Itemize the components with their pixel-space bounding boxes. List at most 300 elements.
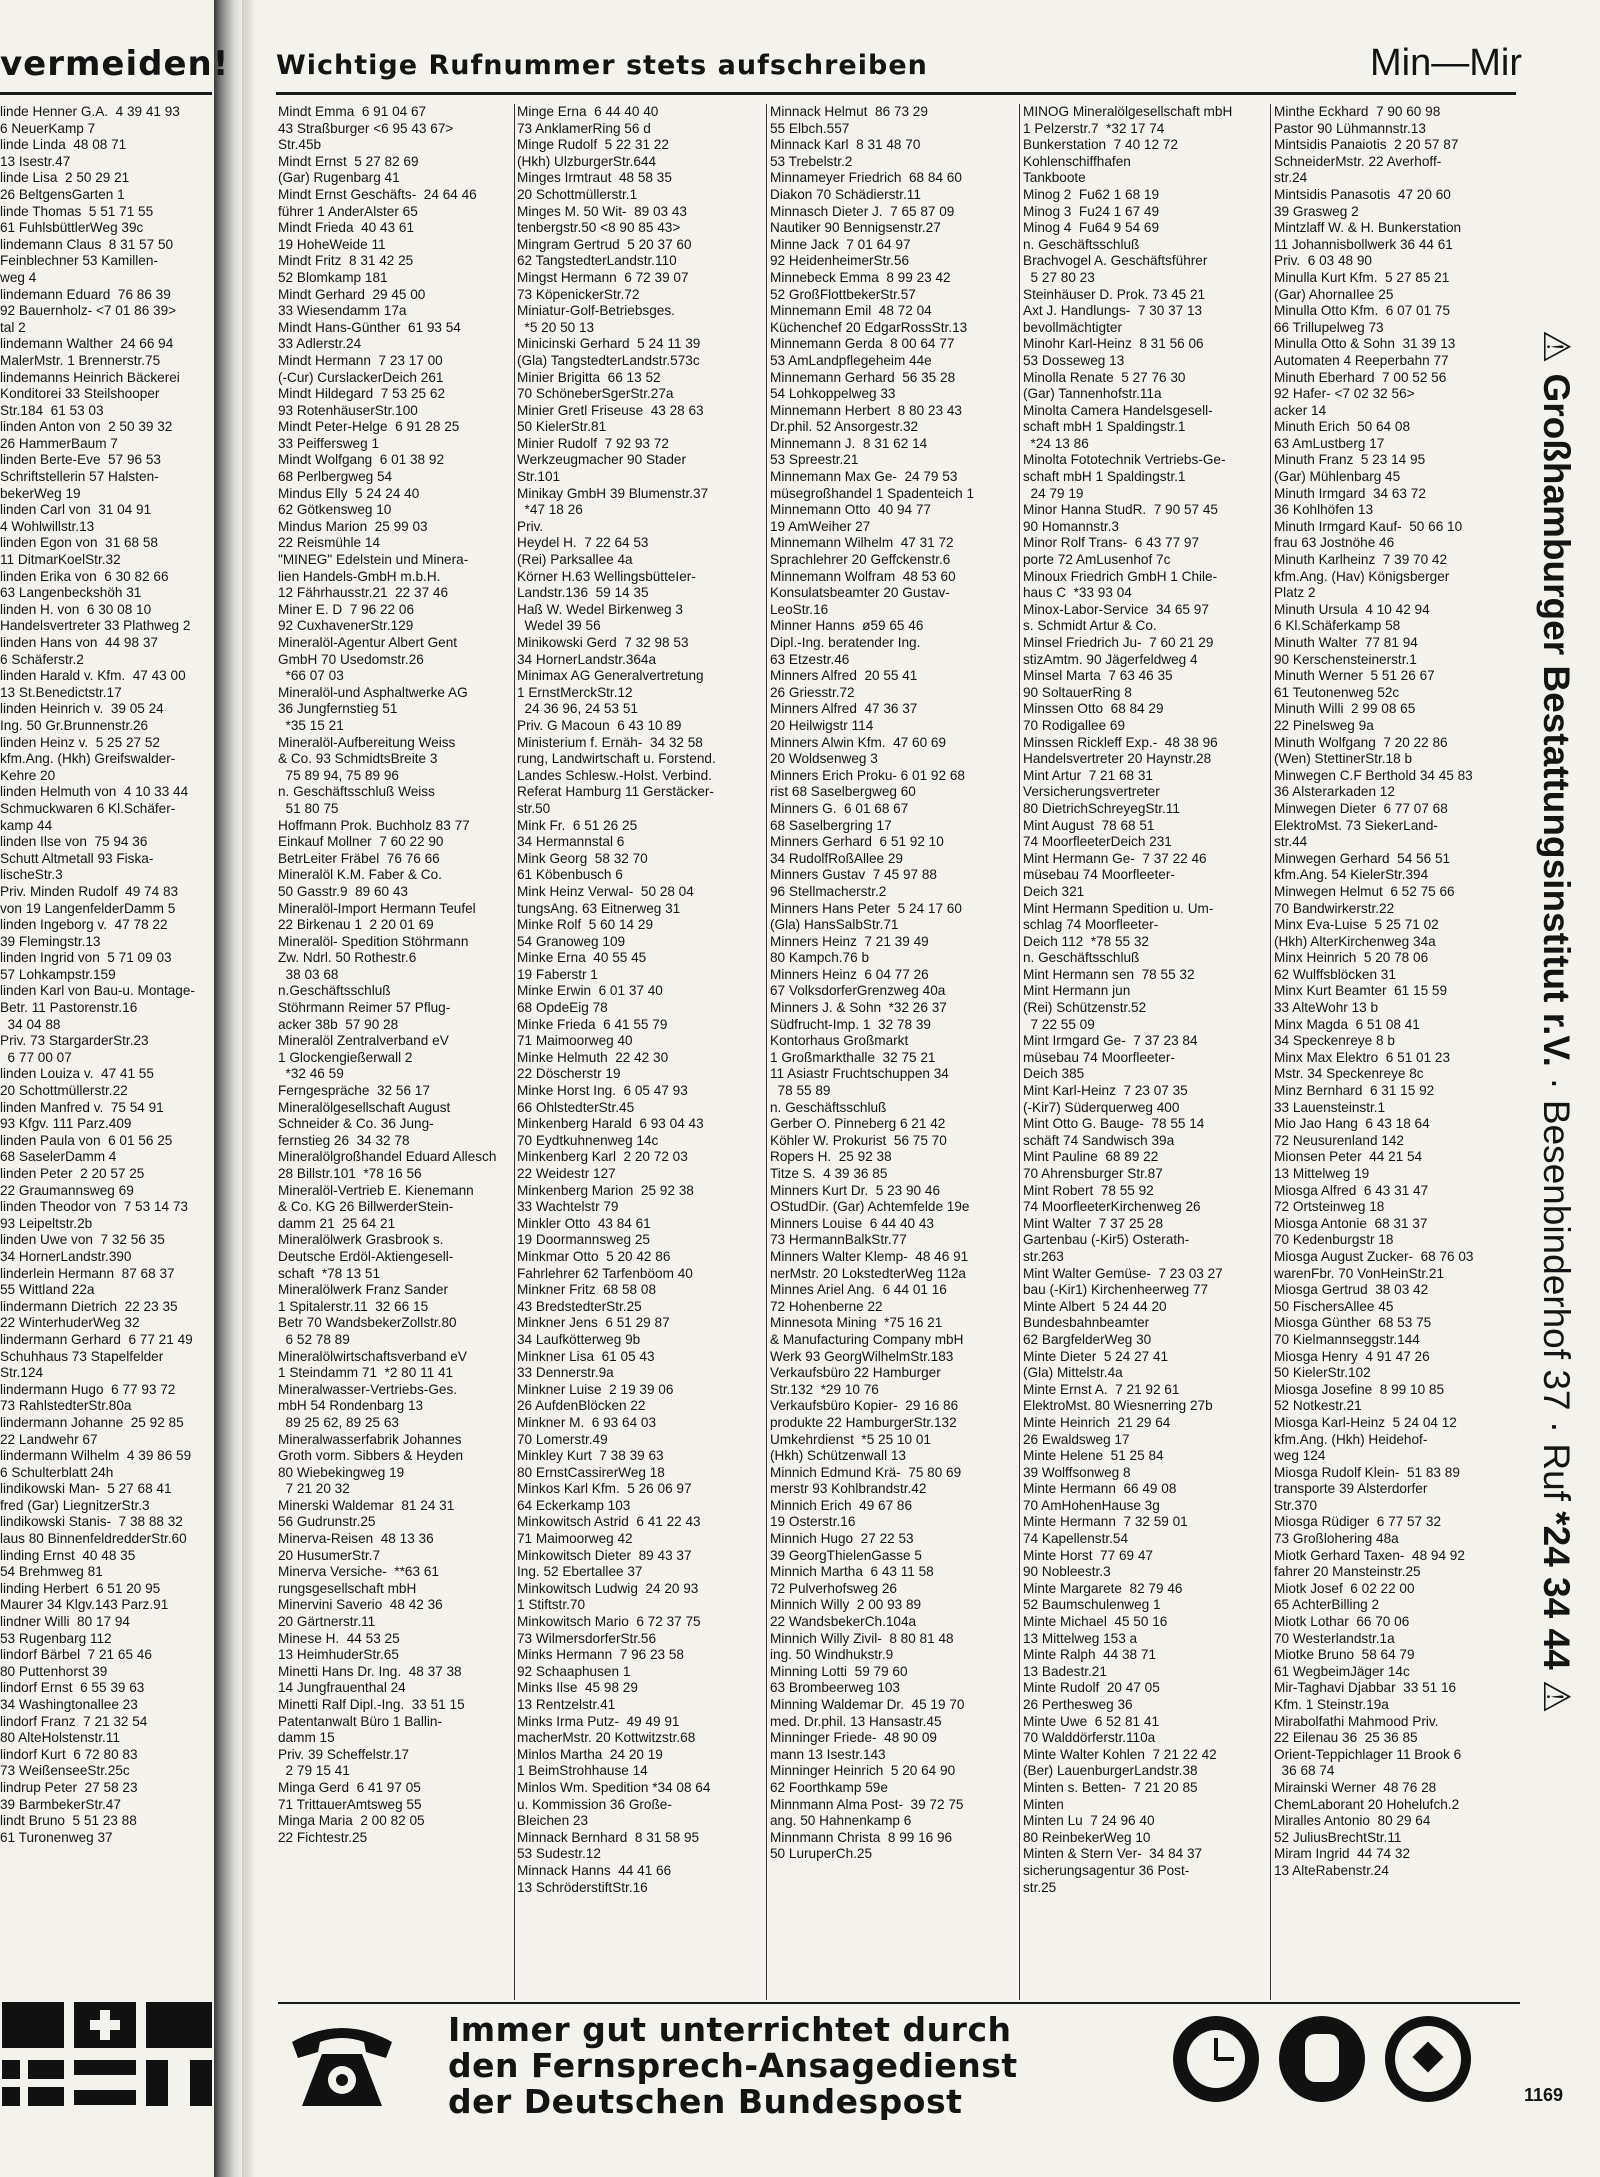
listing-line: Südfrucht-Imp. 1 32 78 39 (770, 1016, 931, 1032)
listing-line: 61 Turonenweg 37 (0, 1829, 113, 1845)
listing-line: (Gla) TangstedterLandstr.573c (517, 352, 700, 368)
listing-line: Priv. (517, 518, 544, 534)
listing-line: linden Heinrich v. 39 05 24 (0, 701, 164, 717)
listing-line: Maurer 34 Klgv.143 Parz.91 (0, 1597, 169, 1613)
listing-line: Minkos Karl Kfm. 5 26 06 97 (517, 1481, 692, 1497)
listing-line: 78 55 89 (770, 1083, 831, 1099)
listing-line: OStudDir. (Gar) Achtemfelde 19e (770, 1199, 970, 1215)
listing-line: Minx Kurt Beamter 61 15 59 (1274, 983, 1448, 999)
listing-line: lindikowski Man- 5 27 68 41 (0, 1481, 172, 1497)
listing-line: transporte 39 Alsterdorfer (1274, 1481, 1428, 1497)
listing-line: produkte 22 HamburgerStr.132 (770, 1414, 957, 1430)
listing-line: Minte Horst 77 69 47 (1023, 1547, 1153, 1563)
listing-line: linden Louiza v. 47 41 55 (0, 1066, 154, 1082)
listing-line: 73 RahlstedterStr.80a (0, 1398, 132, 1414)
listing-line: (Hkh) UlzburgerStr.644 (517, 153, 657, 169)
listing-line: 34 RudolfRoßAllee 29 (770, 850, 903, 866)
column-divider (766, 104, 767, 2000)
listing-line: Miralles Antonio 80 29 64 (1274, 1813, 1431, 1829)
listing-line: Priv. 39 Scheffelstr.17 (278, 1746, 409, 1762)
listing-line: Mingram Gertrud 5 20 37 60 (517, 236, 692, 252)
listing-line: 1 Glockengießerwall 2 (278, 1049, 413, 1065)
listing-line: haus C *33 93 04 (1023, 585, 1132, 601)
listing-line: Einkauf Mollner 7 60 22 90 (278, 834, 444, 850)
listing-line: Minnemann Gerhard 56 35 28 (770, 369, 956, 385)
listing-line: Minuth Walter 77 81 94 (1274, 635, 1418, 650)
listing-line: linden Manfred v. 75 54 91 (0, 1099, 164, 1115)
listing-line: Mineralöl-Agentur Albert Gent (278, 635, 458, 650)
listing-line: Minor Hanna StudR. 7 90 57 45 (1023, 502, 1218, 518)
listing-line: Ing. 52 Ebertallee 37 (517, 1564, 643, 1580)
listing-line: Automaten 4 Reeperbahn 77 (1274, 352, 1449, 368)
listing-line: (Gar) Mühlenbarg 45 (1274, 469, 1401, 485)
listing-line: Miosga Günther 68 53 75 (1274, 1315, 1432, 1331)
listing-line: Mio Jao Hang 6 43 18 64 (1274, 1116, 1430, 1132)
listing-line: warenFbr. 70 VonHeinStr.21 (1274, 1265, 1445, 1281)
listing-line: (Gar) Rugenbarg 41 (278, 170, 400, 186)
listing-line: 53 AmLandpflegeheim 44e (770, 352, 932, 368)
listing-line: 62 Götkensweg 10 (278, 502, 392, 518)
listing-line: 63 Etzestr.46 (770, 651, 850, 667)
listing-line: Minnich Willy Zivil- 8 80 81 48 (770, 1630, 954, 1646)
listing-line: Minulla Otto & Sohn 31 39 13 (1274, 336, 1456, 352)
listing-line: Mink Georg 58 32 70 (517, 850, 648, 866)
listing-line: Minners G. 6 01 68 67 (770, 800, 909, 816)
listing-line: 6 52 78 89 (278, 1331, 350, 1347)
listing-line: Miosga Rüdiger 6 77 57 32 (1274, 1514, 1442, 1530)
listing-line: 55 Elbch.557 (770, 120, 850, 136)
listing-line: mann 13 Isestr.143 (770, 1746, 886, 1762)
listing-line: 13 Mittelweg 19 (1274, 1166, 1370, 1181)
listing-line: Versicherungsvertreter (1023, 784, 1160, 800)
listing-line: Miosga Josefine 8 99 10 85 (1274, 1381, 1445, 1397)
listing-line: Mirabolfathi Mahmood Priv. (1274, 1713, 1439, 1729)
listing-line: Minikowski Gerd 7 32 98 53 (517, 635, 689, 650)
listing-line: (-Kir7) Süderquerweg 400 (1023, 1099, 1180, 1115)
listing-line: Mintzlaff W. & H. Bunkerstation (1274, 220, 1462, 236)
listing-line: 22 WinterhuderWeg 32 (0, 1315, 140, 1331)
listing-line: Minuth Karlheinz 7 39 70 42 (1274, 552, 1448, 568)
listing-line: 33 Wiesendamm 17a (278, 303, 407, 319)
listing-line: 19 HoheWeide 11 (278, 236, 386, 252)
listing-line: 39 Grasweg 2 (1274, 203, 1359, 219)
listing-line: Zw. Ndrl. 50 Rothestr.6 (278, 950, 417, 966)
listing-line: Minkner Lisa 61 05 43 (517, 1348, 655, 1364)
listing-line: 52 Baumschulenweg 1 (1023, 1597, 1161, 1613)
listing-line: 20 Schottmüllerstr.22 (0, 1083, 128, 1099)
listing-line: Minuth Willi 2 99 08 65 (1274, 701, 1416, 717)
listing-line: rung, Landwirtschaft u. Forstend. (517, 751, 716, 767)
listing-line: 68 Perlbergweg 54 (278, 469, 393, 485)
listing-line: lindorf Franz 7 21 32 54 (0, 1713, 148, 1729)
listing-line: kfm.Ang. (Hkh) Greifswalder- (0, 751, 176, 767)
listing-line: schäft 74 Sandwisch 39a (1023, 1132, 1175, 1148)
listing-line: 62 Wulffsblöcken 31 (1274, 966, 1396, 982)
column-divider (514, 104, 515, 2000)
listing-line: Minx Eva-Luise 5 25 71 02 (1274, 917, 1439, 933)
book-gutter (214, 0, 242, 2177)
listing-line: 36 Jungfernstieg 51 (278, 701, 398, 717)
listing-line: lindermann Wilhelm 4 39 86 59 (0, 1448, 192, 1464)
listing-line: Schuhhaus 73 Stapelfelder (0, 1348, 164, 1364)
listing-line: 34 HornerLandstr.390 (0, 1248, 132, 1264)
listing-line: MINOG Mineralölgesellschaft mbH (1023, 104, 1233, 119)
listing-line: n.Geschäftsschluß (278, 983, 391, 999)
listing-line: Minnasch Dieter J. 7 65 87 09 (770, 203, 955, 219)
listing-line: 43 Straßburger <6 95 43 67> (278, 120, 454, 136)
listing-line: lindermann Hugo 6 77 93 72 (0, 1381, 176, 1397)
listing-line: Minx Max Elektro 6 51 01 23 (1274, 1049, 1451, 1065)
listing-line: Deutsche Erdöl-Aktiengesell- (278, 1248, 454, 1264)
listing-line: 6 Kl.Schäferkamp 58 (1274, 618, 1401, 634)
listing-line: (Rei) Schützenstr.52 (1023, 1000, 1147, 1016)
listing-line: Minnich Martha 6 43 11 58 (770, 1564, 934, 1580)
listing-line: Mingst Hermann 6 72 39 07 (517, 269, 689, 285)
listing-line: 70 Kielmannseggstr.144 (1274, 1331, 1420, 1347)
listing-line: Bleichen 23 (517, 1813, 589, 1829)
listing-line: 22 Eilenau 36 25 36 85 (1274, 1730, 1418, 1746)
listing-line: 1 Stiftstr.70 (517, 1597, 586, 1613)
listing-line: 61 FuhlsbüttlerWeg 39c (0, 220, 144, 236)
listing-line: linden Berte-Eve 57 96 53 (0, 452, 161, 468)
listing-line: Mineralöl K.M. Faber & Co. (278, 867, 442, 883)
side-advertisement (1528, 330, 1588, 1730)
listing-line: bekerWeg 19 (0, 485, 81, 501)
listing-line: führer 1 AnderAlster 65 (278, 203, 418, 219)
column-0 (0, 104, 212, 1846)
listing-line: Mink Heinz Verwal- 50 28 04 (517, 883, 694, 899)
listing-line: Minners Kurt Dr. 5 23 90 46 (770, 1182, 941, 1198)
flag-icon (146, 2002, 212, 2048)
listing-line: Mindt Ernst Geschäfts- 24 64 46 (278, 186, 477, 202)
listing-line: frau 63 Jostnöhe 46 (1274, 535, 1395, 551)
listing-line: Minks Irma Putz- 49 49 91 (517, 1713, 680, 1729)
listing-line: 54 Brehmweg 81 (0, 1564, 103, 1580)
listing-line: Minolla Renate 5 27 76 30 (1023, 369, 1186, 385)
listing-line: Referat Hamburg 11 Gerstäcker- (517, 784, 714, 800)
listing-line: Mindt Hildegard 7 53 25 62 (278, 386, 446, 402)
listing-line: *35 15 21 (278, 717, 344, 733)
listing-line: Miotke Bruno 58 64 79 (1274, 1647, 1415, 1663)
listing-line: (Gla) HansSalbStr.71 (770, 917, 899, 933)
listing-line: 1 ErnstMerckStr.12 (517, 684, 633, 700)
listing-line: Handelsvertreter 20 Haynstr.28 (1023, 751, 1212, 767)
listing-line: Minnich Hugo 27 22 53 (770, 1531, 914, 1547)
listing-line: Minnemann Emil 48 72 04 (770, 303, 932, 319)
listing-line: Gartenbau (-Kir5) Osterath- (1023, 1232, 1190, 1248)
listing-line: lien Handels-GmbH m.b.H. (278, 568, 441, 584)
listing-line: 11 DitmarKoelStr.32 (0, 552, 121, 568)
listing-line: 61 Köbenbusch 6 (517, 867, 623, 883)
listing-line: Minlos Martha 24 20 19 (517, 1746, 663, 1762)
listing-line: 4 Wohlwillstr.13 (0, 518, 95, 534)
listing-line: 73 Großlohering 48a (1274, 1531, 1399, 1547)
listing-line: 72 Pulverhofsweg 26 (770, 1580, 897, 1596)
listing-line: Ropers H. 25 92 38 (770, 1149, 892, 1165)
listing-line: Minte Ralph 44 38 71 (1023, 1647, 1157, 1663)
listing-line: Mindt Wolfgang 6 01 38 92 (278, 452, 445, 468)
listing-line: Küchenchef 20 EdgarRossStr.13 (770, 319, 968, 335)
listing-line: 6 Schulterblatt 24h (0, 1464, 114, 1480)
listing-line: Mint Walter Gemüse- 7 23 03 27 (1023, 1265, 1223, 1281)
clock-icon (1173, 2016, 1259, 2102)
listing-line: 89 25 62, 89 25 63 (278, 1414, 399, 1430)
listing-line: Minner Hanns ø59 65 46 (770, 618, 924, 634)
listing-line: 13 HeimhuderStr.65 (278, 1647, 399, 1663)
column-divider (1019, 104, 1020, 2000)
listing-line: Minimax AG Generalvertretung (517, 668, 704, 684)
listing-line: Heydel H. 7 22 64 53 (517, 535, 649, 551)
listing-line: linden Egon von 31 68 58 (0, 535, 158, 551)
listing-line: 68 Saselbergring 17 (770, 817, 892, 833)
listing-line: weg 4 (0, 269, 37, 285)
listing-line: 19 Osterstr.16 (770, 1514, 856, 1530)
listing-line: 7 21 20 32 (278, 1481, 350, 1497)
listing-line: Ing. 50 Gr.Brunnenstr.26 (0, 717, 149, 733)
listing-line: (Ber) LauenburgerLandstr.38 (1023, 1763, 1198, 1779)
listing-line: 22 Weidestr 127 (517, 1166, 616, 1181)
football-icon (1385, 2016, 1471, 2102)
listing-line: Minnemann Herbert 8 80 23 43 (770, 402, 962, 418)
listing-line: Str.132 *29 10 76 (770, 1381, 879, 1397)
listing-line: 55 Wittland 22a (0, 1282, 95, 1298)
listing-line: 22 WandsbekerCh.104a (770, 1614, 917, 1630)
listing-line: Landstr.136 59 14 35 (517, 585, 649, 601)
listing-line: Minz Bernhard 6 31 15 92 (1274, 1083, 1435, 1099)
listing-line: *5 20 50 13 (517, 319, 595, 335)
listing-line: Mineralölwirtschaftsverband eV (278, 1348, 467, 1364)
listing-line: 73 AnklamerRing 56 d (517, 120, 651, 136)
listing-line: schlag 74 Moorfleeter- (1023, 917, 1159, 933)
listing-line: Verkaufsbüro 22 Hamburger (770, 1365, 941, 1381)
listing-line: Miotk Lothar 66 70 06 (1274, 1614, 1410, 1630)
listing-line: Mindt Emma 6 91 04 67 (278, 104, 427, 119)
listing-line: Minwegen Helmut 6 52 75 66 (1274, 883, 1455, 899)
listing-line: Landes Schlesw.-Holst. Verbind. (517, 767, 712, 783)
listing-line: 93 Kfgv. 111 Parz.409 (0, 1116, 132, 1132)
listing-line: Minx Heinrich 5 20 78 06 (1274, 950, 1429, 966)
side-ad-phone: *24 34 44 (1536, 1511, 1577, 1670)
listing-line: Axt J. Handlungs- 7 30 37 13 (1023, 303, 1203, 319)
listing-line: Minuth Wolfgang 7 20 22 86 (1274, 734, 1448, 750)
listing-line: 20 Gärtnerstr.11 (278, 1614, 376, 1630)
listing-line: 52 JuliusBrechtStr.11 (1274, 1829, 1402, 1845)
listing-line: linderlein Hermann 87 68 37 (0, 1265, 175, 1281)
listing-line: 75 89 94, 75 89 96 (278, 767, 399, 783)
warning-triangle-icon: ⚠ (1536, 1679, 1577, 1714)
listing-line: Körner H.63 WellingsbütteIer- (517, 568, 696, 584)
listing-line: 53 Dosseweg 13 (1023, 352, 1125, 368)
listing-line: Mindt Frieda 40 43 61 (278, 220, 415, 236)
listing-line: 80 Puttenhorst 39 (0, 1663, 108, 1679)
listing-line: linden Anton von 2 50 39 32 (0, 419, 173, 435)
listing-line: 13 Rentzelstr.41 (517, 1697, 616, 1712)
listing-line: 50 Gasstr.9 89 60 43 (278, 883, 408, 899)
banner-top-rule (278, 2002, 1520, 2004)
listing-line: 66 OhlstedterStr.45 (517, 1099, 635, 1115)
listing-line: Patentanwalt Büro 1 Ballin- (278, 1713, 442, 1729)
listing-line: Str.124 (0, 1365, 44, 1381)
listing-line: 13 St.Benedictstr.17 (0, 684, 122, 700)
listing-line: Miosga Rudolf Klein- 51 83 89 (1274, 1464, 1460, 1480)
listing-line: 50 KielerStr.81 (517, 419, 607, 435)
listing-line: fahrer 20 Mansteinstr.25 (1274, 1564, 1421, 1580)
listing-line: Mintsidis Panaiotis 2 20 57 87 (1274, 137, 1459, 153)
listing-line: schaft mbH 1 Spaldingstr.1 (1023, 419, 1186, 435)
page-slogan: Wichtige Rufnummer stets aufschreiben (276, 50, 928, 81)
listing-line: Minte Uwe 6 52 81 41 (1023, 1713, 1160, 1729)
listing-line: Minnebeck Emma 8 99 23 42 (770, 269, 951, 285)
listing-line: Minten (1023, 1796, 1064, 1812)
listing-line: sicherungsagentur 36 Post- (1023, 1862, 1190, 1878)
listing-line: Deich 321 (1023, 883, 1085, 899)
listing-line: 80 ReinbekerWeg 10 (1023, 1829, 1151, 1845)
listing-line: 34 Speckenreye 8 b (1274, 1033, 1395, 1049)
listing-line: mbH 54 Rondenbarg 13 (278, 1398, 424, 1414)
listing-line: str.263 (1023, 1248, 1064, 1264)
listing-line: Sprachlehrer 20 Geffckenstr.6 (770, 552, 951, 568)
listing-line: acker 38b 57 90 28 (278, 1016, 399, 1032)
listing-line: Minicinski Gerhard 5 24 11 39 (517, 336, 701, 352)
listing-line: porte 72 AmLusenhof 7c (1023, 552, 1171, 568)
listing-line: kfm.Ang. (Hav) Königsberger (1274, 568, 1450, 584)
listing-line: Titze S. 4 39 36 85 (770, 1166, 888, 1181)
listing-line: (Wen) StettinerStr.18 b (1274, 751, 1413, 767)
listing-line: Minuth Irmgard 34 63 72 (1274, 485, 1426, 501)
listing-line: Minnmann Alma Post- 39 72 75 (770, 1796, 964, 1812)
listing-line: 34 04 88 (0, 1016, 61, 1032)
listing-line: 22 Reismühle 14 (278, 535, 381, 551)
listing-line: Minuth Erich 50 64 08 (1274, 419, 1411, 435)
listing-line: Minners Heinz 7 21 39 49 (770, 933, 929, 949)
listing-line: Minnemann J. 8 31 62 14 (770, 435, 928, 451)
listing-line: Minge Rudolf 5 22 31 22 (517, 137, 669, 153)
listing-line: Minkner Fritz 68 58 08 (517, 1282, 657, 1298)
listing-line: Minohr Karl-Heinz 8 31 56 06 (1023, 336, 1204, 352)
listing-line: 26 BeltgensGarten 1 (0, 186, 125, 202)
listing-line: Mineralwasser-Vertriebs-Ges. (278, 1381, 458, 1397)
listing-line: Miosga Henry 4 91 47 26 (1274, 1348, 1430, 1364)
header-rule (276, 92, 1516, 95)
listing-line: Minuth Irmgard Kauf- 50 66 10 (1274, 518, 1463, 534)
listing-line: bau (-Kir1) Kirchenheerweg 77 (1023, 1282, 1209, 1298)
listing-line: 72 Hohenberne 22 (770, 1298, 883, 1314)
listing-line: 5 27 80 23 (1023, 269, 1095, 285)
listing-line: Mintsidis Panasotis 47 20 60 (1274, 186, 1451, 202)
listing-line: tal 2 (0, 319, 26, 335)
listing-line: 62 Foorthkamp 59e (770, 1779, 888, 1795)
listing-line: kfm.Ang. (Hkh) Heidehof- (1274, 1431, 1428, 1447)
listing-line: Minnemann Otto 40 94 77 (770, 502, 931, 518)
listing-line: 70 Eydtkuhnenweg 14c (517, 1132, 659, 1148)
listing-line: Gerber O. Pinneberg 6 21 42 (770, 1116, 946, 1132)
listing-line: Minges M. 50 Wit- 89 03 43 (517, 203, 687, 219)
listing-line: 54 Granoweg 109 (517, 933, 626, 949)
left-page-flags (2, 2002, 212, 2122)
listing-line: Minnes Ariel Ang. 6 44 01 16 (770, 1282, 947, 1298)
listing-line: 70 Ahrensburger Str.87 (1023, 1166, 1163, 1181)
listing-line: lindemann Claus 8 31 57 50 (0, 236, 174, 252)
listing-line: Mint Artur 7 21 68 31 (1023, 767, 1153, 783)
listing-line: rungsgesellschaft mbH (278, 1580, 417, 1596)
listing-line: Minulla Kurt Kfm. 5 27 85 21 (1274, 269, 1450, 285)
listing-line: Minners Walter Klemp- 48 46 91 (770, 1248, 969, 1264)
listing-line: 22 Fichtestr.25 (278, 1829, 368, 1845)
banner-line-3: der Deutschen Bundespost (448, 2082, 963, 2121)
listing-line: von 19 LangenfelderDamm 5 (0, 900, 176, 916)
column-2 (517, 104, 761, 1896)
listing-line: 92 Bauernholz- <7 01 86 39> (0, 303, 177, 319)
listing-line: Minkmar Otto 5 20 42 86 (517, 1248, 671, 1264)
listing-line: 80 ErnstCassirerWeg 18 (517, 1464, 665, 1480)
listing-line: 92 Schaaphusen 1 (517, 1663, 631, 1679)
listing-line: MalerMstr. 1 Brennerstr.75 (0, 352, 161, 368)
listing-line: Minninger Friede- 48 90 09 (770, 1730, 937, 1746)
listing-line: Minnemann Gerda 8 00 64 77 (770, 336, 955, 352)
listing-line: Minkner Jens 6 51 29 87 (517, 1315, 670, 1331)
listing-line: Mint Hermann Ge- 7 37 22 46 (1023, 850, 1207, 866)
listing-line: Mionsen Peter 44 21 54 (1274, 1149, 1423, 1165)
listing-line: 57 Lohkampstr.159 (0, 966, 116, 982)
listing-line: Minte Heinrich 21 29 64 (1023, 1414, 1171, 1430)
listing-line: 62 BargfelderWeg 30 (1023, 1331, 1152, 1347)
listing-line: Minnich Willy 2 00 93 89 (770, 1597, 922, 1613)
listing-line: Minerva-Reisen 48 13 36 (278, 1531, 434, 1547)
listing-line: Schutt Altmetall 93 Fiska- (0, 850, 154, 866)
listing-line: Str.184 61 53 03 (0, 402, 104, 418)
listing-line: Priv. 73 StargarderStr.23 (0, 1033, 149, 1049)
listing-line: Minerva Versiche- **63 61 (278, 1564, 439, 1580)
listing-line: Priv. 6 03 48 90 (1274, 253, 1372, 269)
listing-line: Minners Alfred 20 55 41 (770, 668, 918, 684)
flag-icon (2, 2002, 64, 2048)
listing-line: linden Theodor von 7 53 14 73 (0, 1199, 188, 1215)
listing-line: lindorf Ernst 6 55 39 63 (0, 1680, 145, 1696)
left-page-heading: vermeiden! (0, 44, 230, 84)
listing-line: *24 13 86 (1023, 435, 1089, 451)
listing-line: 53 Rugenbarg 112 (0, 1630, 112, 1646)
listing-line: Mineralöl-Import Hermann Teufel (278, 900, 476, 916)
listing-line: Minnameyer Friedrich 68 84 60 (770, 170, 962, 186)
listing-line: Mineralöl-und Asphaltwerke AG (278, 684, 468, 700)
listing-line: 34 Washingtonallee 23 (0, 1697, 138, 1712)
listing-line: Minolta Camera Handelsgesell- (1023, 402, 1213, 418)
swiss-flag-icon (74, 2002, 136, 2048)
listing-line: Groth vorm. Sibbers & Heyden (278, 1448, 464, 1464)
listing-line: 73 HermannBalkStr.77 (770, 1232, 907, 1248)
listing-line: 52 Blomkamp 181 (278, 269, 388, 285)
listing-line: 11 Asiastr Fruchtschuppen 34 (770, 1066, 949, 1082)
listing-line: lindikowski Stanis- 7 38 88 32 (0, 1514, 183, 1530)
listing-line: Betr. 11 Pastorenstr.16 (0, 1000, 138, 1016)
listing-line: n. Geschäftsschluß (1023, 236, 1140, 252)
listing-line: Minssen Rickleff Exp.- 48 38 96 (1023, 734, 1218, 750)
listing-line: Wedel 39 56 (517, 618, 601, 634)
listing-line: Minnack Karl 8 31 48 70 (770, 137, 921, 153)
listing-line: 72 Ortsteinweg 18 (1274, 1199, 1385, 1215)
listing-line: Köhler W. Prokurist 56 75 70 (770, 1132, 947, 1148)
listing-line: 24 36 96, 24 53 51 (517, 701, 638, 717)
listing-line: 64 Eckerkamp 103 (517, 1497, 631, 1513)
listing-line: lindermann Dietrich 22 23 35 (0, 1298, 178, 1314)
listing-line: müsebau 74 Moorfleeter- (1023, 867, 1175, 883)
listing-line: Mint August 78 68 51 (1023, 817, 1155, 833)
listing-line: Minwegen Dieter 6 77 07 68 (1274, 800, 1448, 816)
column-1 (278, 104, 510, 1846)
listing-line: (-Cur) CurslackerDeich 261 (278, 369, 444, 385)
listing-line: Minnack Helmut 86 73 29 (770, 104, 928, 119)
listing-line: Priv. G Macoun 6 43 10 89 (517, 717, 682, 733)
